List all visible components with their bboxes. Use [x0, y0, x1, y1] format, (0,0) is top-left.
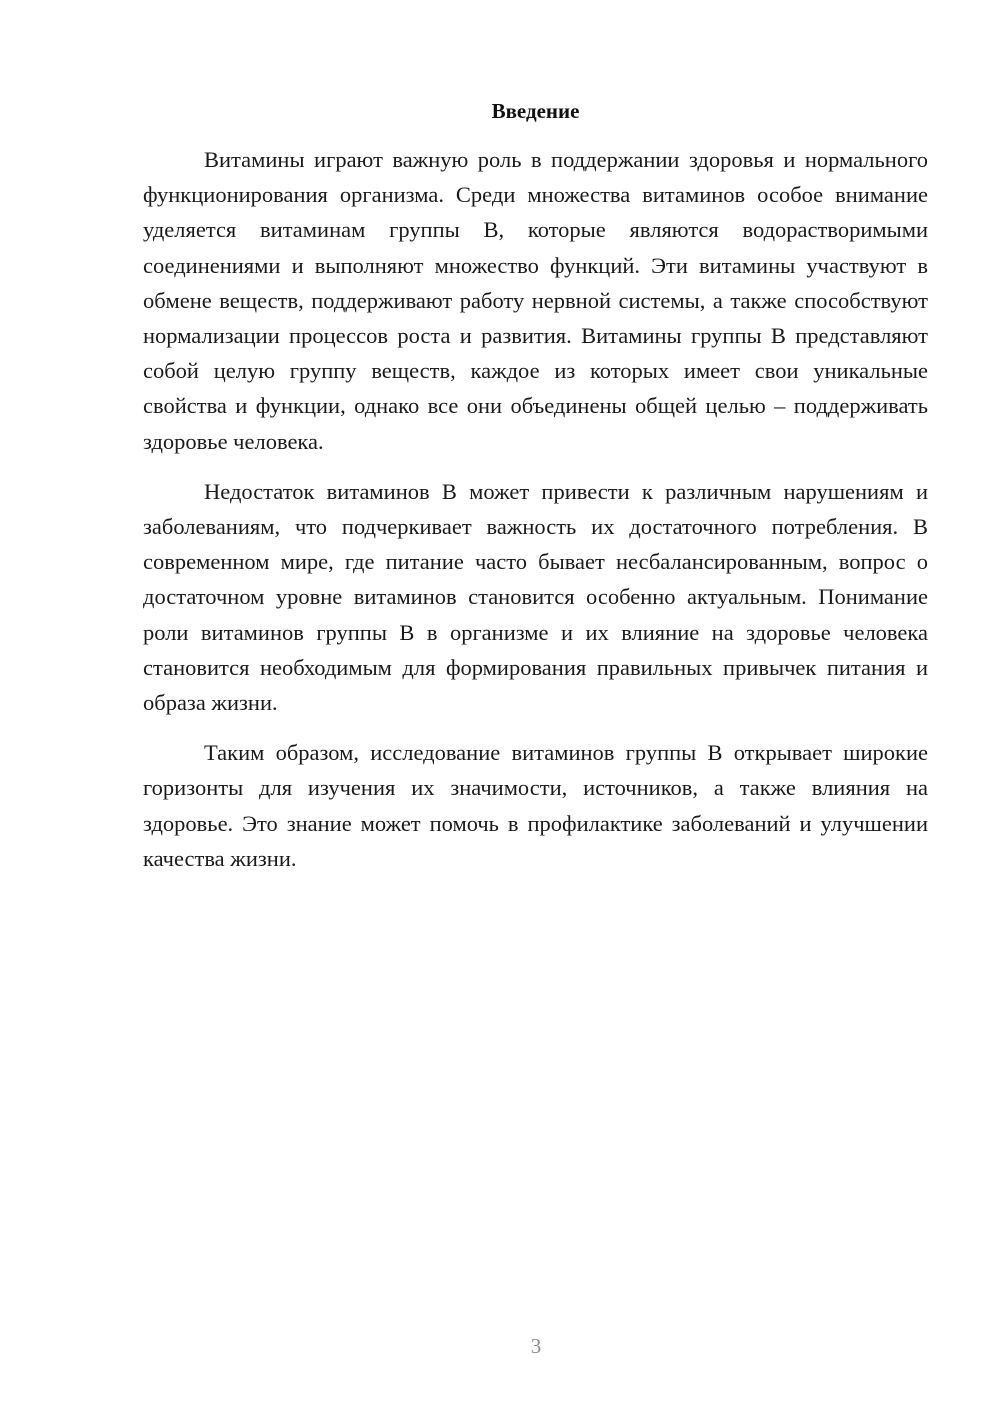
body-text: [143, 142, 928, 876]
page-number: 3: [530, 1334, 542, 1358]
paragraph-intro: Витамины играют важную роль в поддержании здоровья и нормального функционирования организма. Среди множества витаминов особое внимание уделяется витаминам группы B, которые являются водорастворимыми соединениями и выполняют множество функций. Эти витамины участвуют в обмене веществ, поддерживают работу нервной системы, а также способствуют нормализации процессов роста и развития. Витамины группы B представляют собой целую группу веществ, каждое из которых имеет свои уникальные свойства и функции, однако все они объединены общей целью – поддерживать здоровье человека.: [143, 147, 928, 454]
paragraph-conclusion: Таким образом, исследование витаминов группы B открывает широкие горизонты для изучения их значимости, источников, а также влияния на здоровье. Это знание может помочь в профилактике заболеваний и улучшении качества жизни.: [143, 740, 928, 871]
paragraph-deficiency: Недостаток витаминов B может привести к различным нарушениям и заболеваниям, что подчеркивает важность их достаточного потребления. В современном мире, где питание часто бывает несбалансированным, вопрос о достаточном уровне витаминов становится особенно актуальным. Понимание роли витаминов группы B в организме и их влияние на здоровье человека становится необходимым для формирования правильных привычек питания и образа жизни.: [143, 478, 928, 716]
section-heading: Введение: [491, 99, 580, 123]
